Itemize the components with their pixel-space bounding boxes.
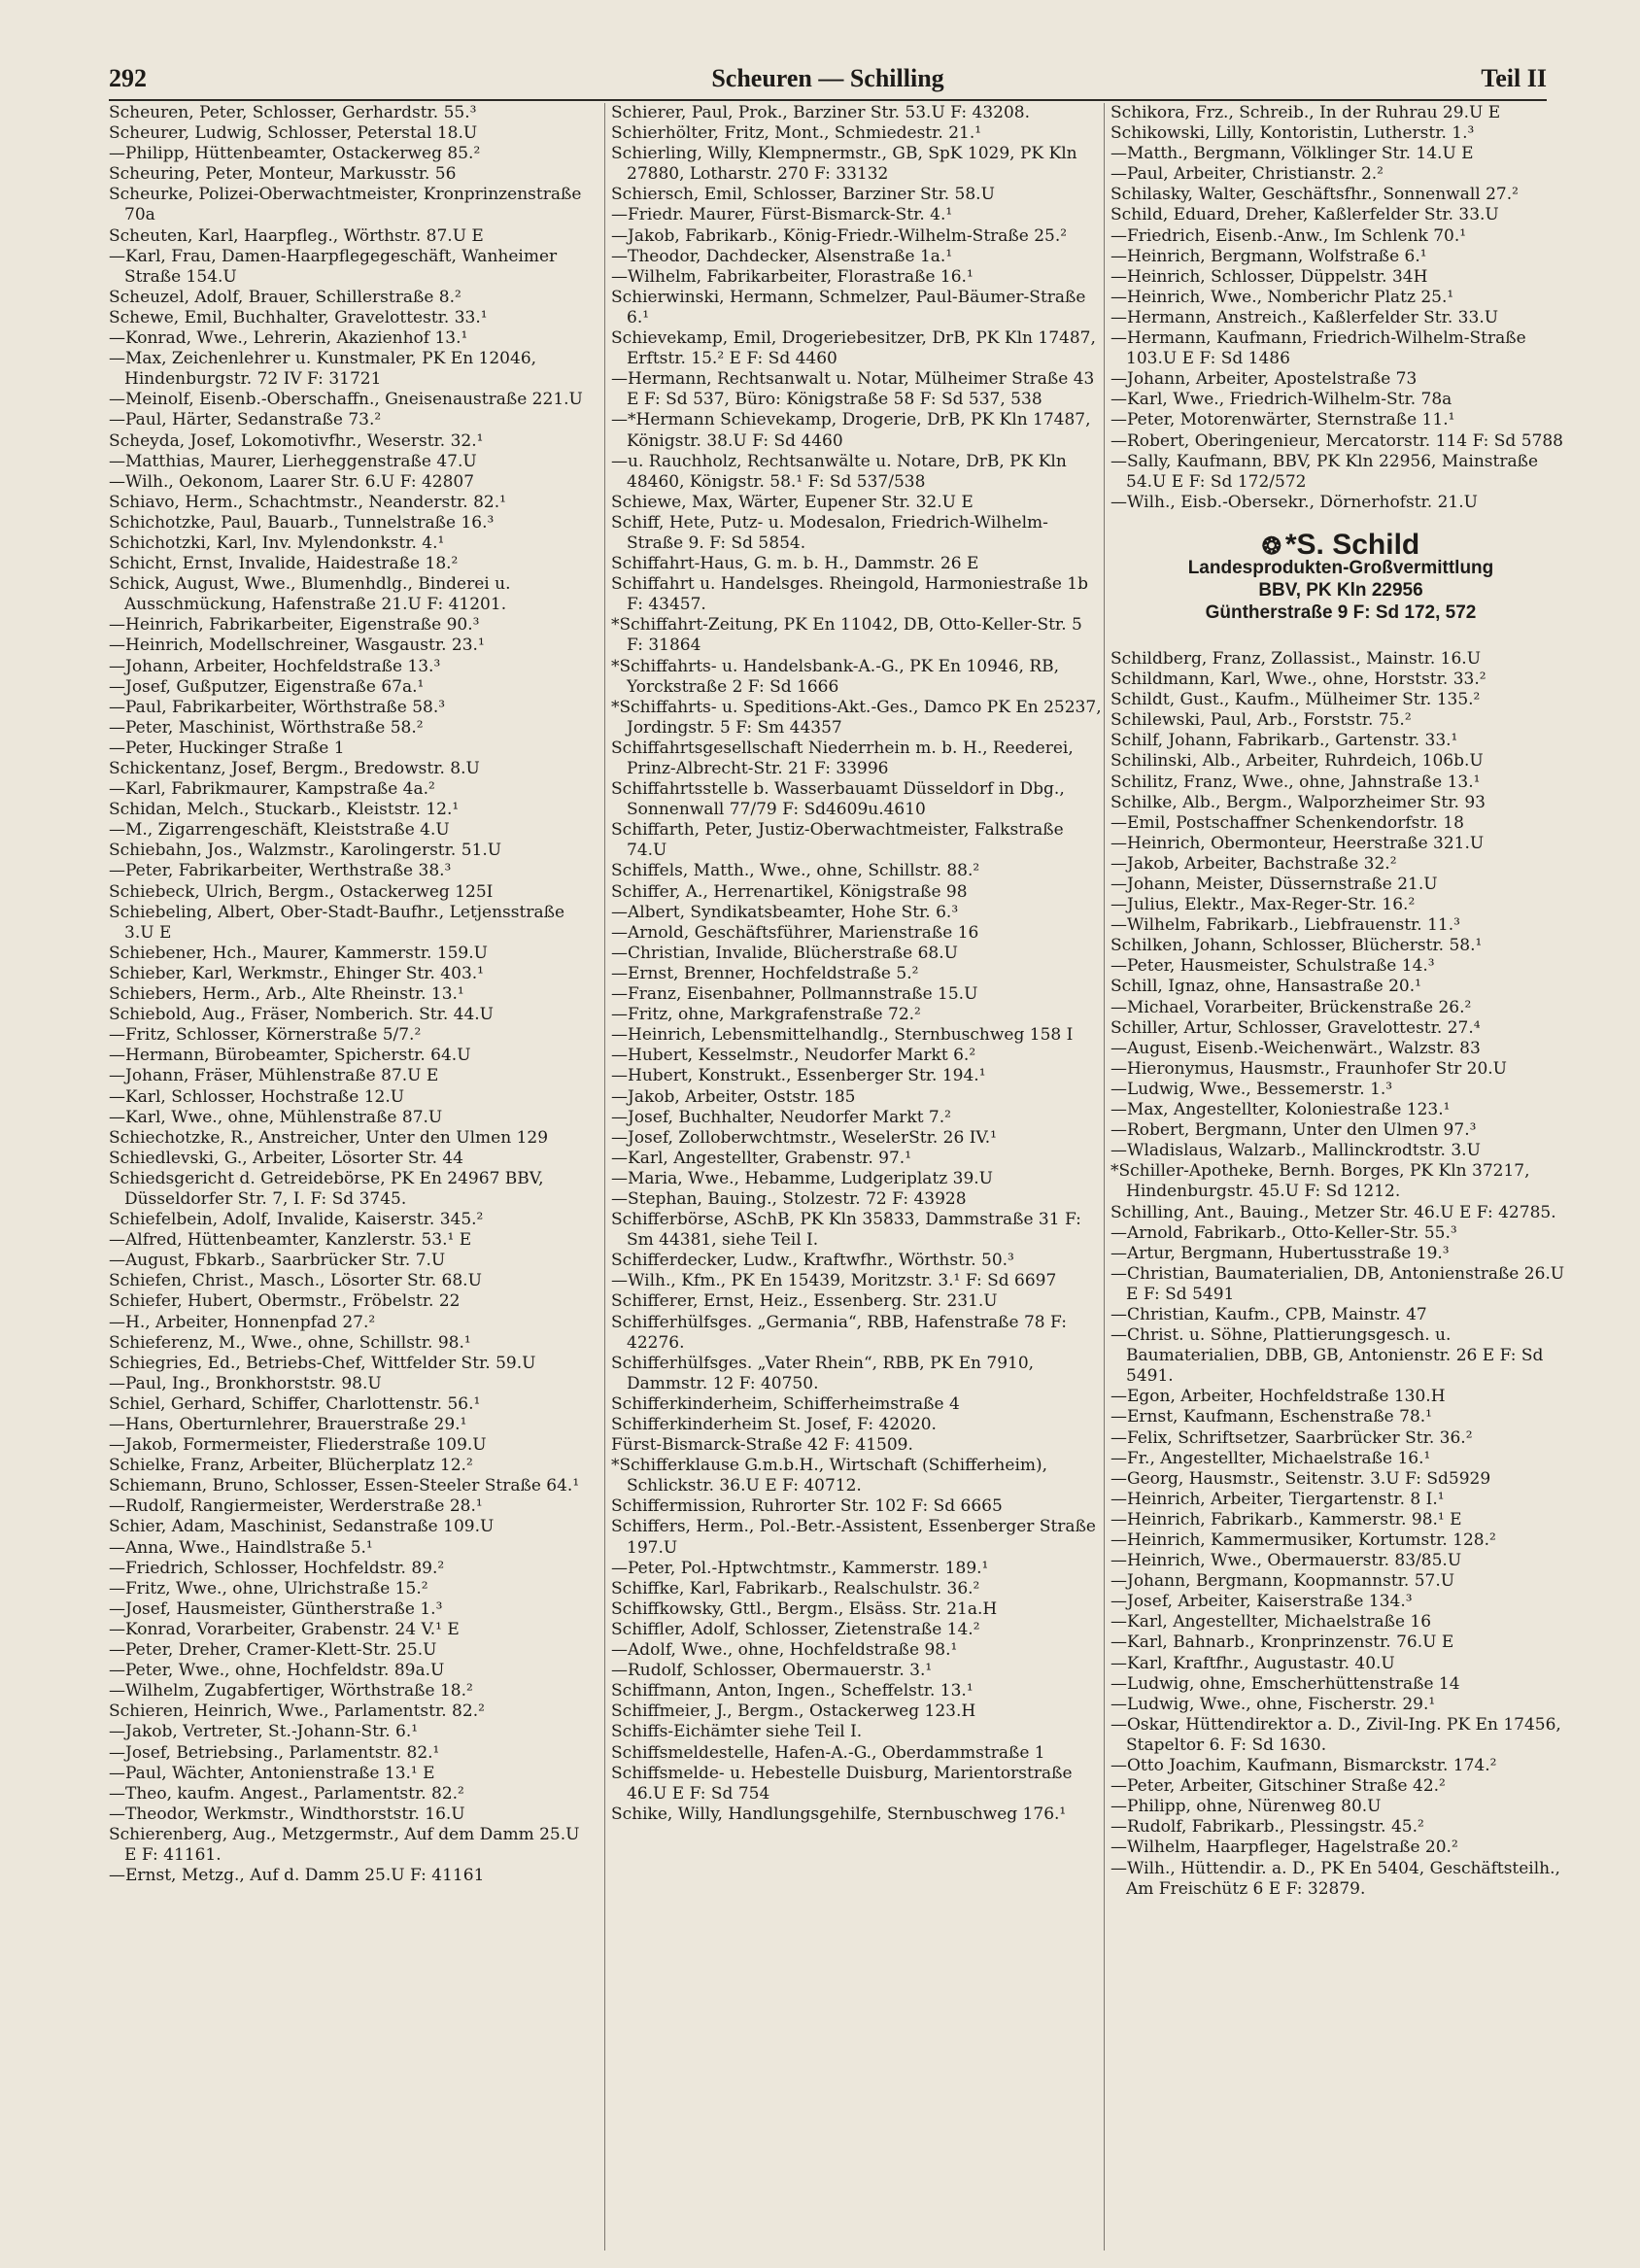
- directory-entry: —Konrad, Vorarbeiter, Grabenstr. 24 V.¹ E: [109, 1619, 460, 1639]
- directory-entry: *Schiffahrts- u. Speditions-Akt.-Ges., Damco PK En 25237, Jordingstr. 5 F: Sm 44357: [611, 697, 1102, 738]
- directory-entry: Schick, August, Wwe., Blumenhdlg., Binderei u. Ausschmückung, Hafenstraße 21.U F: 41201.: [109, 574, 511, 615]
- directory-entry: —Theodor, Werkmstr., Windthorststr. 16.U: [109, 1804, 465, 1824]
- directory-entry: —Julius, Elektr., Max-Reger-Str. 16.²: [1110, 895, 1416, 915]
- directory-entry: Schiffmann, Anton, Ingen., Scheffelstr. 13.¹: [611, 1681, 974, 1701]
- directory-entry: —Paul, Ing., Bronkhorststr. 98.U: [109, 1373, 382, 1393]
- directory-entry: —Hieronymus, Hausmstr., Fraunhofer Str 20.U: [1110, 1058, 1508, 1079]
- directory-entry: —Konrad, Wwe., Lehrerin, Akazienhof 13.¹: [109, 328, 468, 349]
- directory-entry: —Ludwig, Wwe., ohne, Fischerstr. 29.¹: [1110, 1694, 1436, 1714]
- directory-entry: —Heinrich, Fabrikarb., Kammerstr. 98.¹ E: [1110, 1509, 1462, 1529]
- directory-entry: Schiebahn, Jos., Walzmstr., Karolingerstr. 51.U: [109, 841, 502, 861]
- directory-entry: —Karl, Wwe., Friedrich-Wilhelm-Str. 78a: [1110, 390, 1452, 410]
- directory-entry: Schiechotzke, R., Anstreicher, Unter den Ulmen 129: [109, 1127, 549, 1148]
- directory-entry: Schiffs-Eichämter siehe Teil I.: [611, 1722, 863, 1742]
- directory-entry: —Karl, Bahnarb., Kronprinzenstr. 76.U E: [1110, 1632, 1454, 1653]
- directory-entry: —Theo, kaufm. Angest., Parlamentstr. 82.²: [109, 1783, 464, 1804]
- directory-entry: Schiffmeier, J., Bergm., Ostackerweg 123.H: [611, 1701, 976, 1722]
- directory-entry: —August, Fbkarb., Saarbrücker Str. 7.U: [109, 1251, 446, 1271]
- directory-entry: —Albert, Syndikatsbeamter, Hohe Str. 6.³: [611, 902, 959, 922]
- directory-entry: —Karl, Kraftfhr., Augustastr. 40.U: [1110, 1653, 1395, 1673]
- directory-entry: —Heinrich, Wwe., Obermauerstr. 83/85.U: [1110, 1551, 1462, 1571]
- directory-entry: —Peter, Maschinist, Wörthstraße 58.²: [109, 717, 424, 738]
- directory-entry: —Peter, Pol.-Hptwchtmstr., Kammerstr. 189.¹: [611, 1558, 989, 1578]
- directory-entry: Schifferer, Ernst, Heiz., Essenberg. Str. 231.U: [611, 1291, 998, 1312]
- directory-entry: —Jakob, Formermeister, Fliederstraße 109.U: [109, 1435, 487, 1456]
- directory-entry: —Artur, Bergmann, Hubertusstraße 19.³: [1110, 1243, 1450, 1263]
- directory-entry: —Stephan, Bauing., Stolzestr. 72 F: 43928: [611, 1188, 967, 1209]
- directory-entry: —Heinrich, Schlosser, Düppelstr. 34H: [1110, 266, 1428, 287]
- page-number: 292: [109, 64, 147, 92]
- directory-entry: —Karl, Angestellter, Michaelstraße 16: [1110, 1612, 1432, 1632]
- directory-entry: Schilewski, Paul, Arb., Forststr. 75.²: [1110, 710, 1412, 731]
- directory-entry: Schifferkinderheim St. Josef, F: 42020.: [611, 1415, 937, 1434]
- directory-entry: —Peter, Hausmeister, Schulstraße 14.³: [1110, 956, 1435, 977]
- directory-entry: —Heinrich, Arbeiter, Tiergartenstr. 8 I.¹: [1110, 1489, 1445, 1509]
- directory-entry: Schiegries, Ed., Betriebs-Chef, Wittfelder Str. 59.U: [109, 1353, 536, 1373]
- directory-entry: —Hans, Oberturnlehrer, Brauerstraße 29.¹: [109, 1415, 467, 1434]
- directory-entry: Schill, Ignaz, ohne, Hansastraße 20.¹: [1110, 977, 1421, 997]
- ad-title: [1110, 528, 1571, 561]
- directory-entry: —Fritz, ohne, Markgrafenstraße 72.²: [611, 1005, 921, 1025]
- directory-entry: —Franz, Eisenbahner, Pollmannstraße 15.U: [611, 984, 978, 1005]
- directory-entry: —Wilhelm, Haarpfleger, Hagelstraße 20.²: [1110, 1838, 1458, 1858]
- directory-entry: *Schiffahrts- u. Handelsbank-A.-G., PK En 10946, RB, Yorckstraße 2 F: Sd 1666: [611, 656, 1060, 697]
- directory-entry: Schilinski, Alb., Arbeiter, Ruhrdeich, 106b.U: [1110, 751, 1484, 772]
- directory-entry: —Karl, Schlosser, Hochstraße 12.U: [109, 1086, 405, 1107]
- directory-entry: —Hermann, Bürobeamter, Spicherstr. 64.U: [109, 1046, 471, 1066]
- directory-entry: —Rudolf, Rangiermeister, Werderstraße 28.¹: [109, 1496, 483, 1517]
- directory-entry: —Maria, Wwe., Hebamme, Ludgeriplatz 39.U: [611, 1168, 993, 1188]
- directory-entry: —Wilhelm, Fabrikarbeiter, Florastraße 16.¹: [611, 266, 974, 287]
- directory-entry: —Josef, Gußputzer, Eigenstraße 67a.¹: [109, 676, 425, 697]
- directory-entry: —Heinrich, Modellschreiner, Wasgaustr. 23.¹: [109, 636, 485, 656]
- directory-entry: —Hermann, Anstreich., Kaßlerfelder Str. 33.U: [1110, 307, 1499, 327]
- directory-entry: Schiffermission, Ruhrorter Str. 102 F: Sd 6665: [611, 1496, 1003, 1517]
- directory-entry: Schiemann, Bruno, Schlosser, Essen-Steeler Straße 64.¹: [109, 1476, 580, 1496]
- directory-entry: Schielke, Franz, Arbeiter, Blücherplatz 12.²: [109, 1456, 473, 1476]
- directory-entry: —Jakob, Arbeiter, Bachstraße 32.²: [1110, 853, 1397, 874]
- directory-entry: —Paul, Wächter, Antonienstraße 13.¹ E: [109, 1763, 435, 1783]
- directory-entry: —Wladislaus, Walzarb., Mallinckrodtstr. 3.U: [1110, 1141, 1481, 1161]
- ad-name: *S. Schild: [1284, 528, 1420, 561]
- directory-entry: —Hubert, Kesselmstr., Neudorfer Markt 6.²: [611, 1046, 976, 1066]
- directory-entry: —Fritz, Wwe., ohne, Ulrichstraße 15.²: [109, 1578, 428, 1598]
- directory-entry: Schifferkinderheim, Schifferheimstraße 4: [611, 1393, 960, 1414]
- directory-entry: —Matth., Bergmann, Völklinger Str. 14.U E: [1110, 144, 1474, 164]
- directory-entry: —Arnold, Fabrikarb., Otto-Keller-Str. 55.³: [1110, 1222, 1457, 1243]
- directory-entry: —Christian, Invalide, Blücherstraße 68.U: [611, 943, 958, 963]
- directory-entry: —Fr., Angestellter, Michaelstraße 16.¹: [1110, 1448, 1431, 1468]
- directory-entry: —Meinolf, Eisenb.-Oberschaffn., Gneisenaustraße 221.U: [109, 390, 583, 410]
- directory-entry: —Friedrich, Eisenb.-Anw., Im Schlenk 70.¹: [1110, 225, 1467, 246]
- directory-entry: —Christ. u. Söhne, Plattierungsgesch. u. Baumaterialien, DBB, GB, Antonienstr. 26 E F: Sd 5491.: [1110, 1325, 1544, 1387]
- directory-entry: Scheuzel, Adolf, Brauer, Schillerstraße 8.²: [109, 287, 461, 307]
- directory-entry: Schiffers, Herm., Pol.-Betr.-Assistent, Essenberger Straße 197.U: [611, 1517, 1096, 1558]
- directory-entry: —Karl, Fabrikmaurer, Kampstraße 4a.²: [109, 779, 435, 800]
- directory-entry: —Wilh., Oekonom, Laarer Str. 6.U F: 42807: [109, 471, 475, 492]
- directory-entry: Schievekamp, Emil, Drogeriebesitzer, DrB, PK Kln 17487, Erftstr. 15.² E F: Sd 4460: [611, 328, 1096, 369]
- directory-entry: Schiebeling, Albert, Ober-Stadt-Baufhr., Letjensstraße 3.U E: [109, 902, 565, 943]
- directory-entry: —Max, Zeichenlehrer u. Kunstmaler, PK En 12046, Hindenburgstr. 72 IV F: 31721: [109, 349, 537, 390]
- directory-entry: —Peter, Motorenwärter, Sternstraße 11.¹: [1110, 410, 1455, 430]
- directory-entry: Scheurer, Ludwig, Schlosser, Peterstal 18.U: [109, 123, 478, 144]
- part-label: Teil II: [1481, 64, 1547, 92]
- directory-entry: —Peter, Fabrikarbeiter, Werthstraße 38.³: [109, 861, 452, 881]
- directory-entry: Schiersch, Emil, Schlosser, Barziner Str. 58.U: [611, 185, 995, 205]
- directory-entry: Schiebold, Aug., Fräser, Nomberich. Str. 44.U: [109, 1005, 495, 1025]
- directory-entry: Schikora, Frz., Schreib., In der Ruhrau 29.U E: [1110, 103, 1501, 122]
- directory-entry: —Matthias, Maurer, Lierheggenstraße 47.U: [109, 451, 477, 471]
- advertisement-box: [1110, 528, 1571, 624]
- directory-entry: Schichotzke, Paul, Bauarb., Tunnelstraße 16.³: [109, 512, 495, 533]
- directory-entry: Schiffahrtsgesellschaft Niederrhein m. b. H., Reederei, Prinz-Albrecht-Str. 21 F: 33996: [611, 738, 1074, 778]
- directory-entry: —August, Eisenb.-Weichenwärt., Walzstr. 83: [1110, 1038, 1481, 1058]
- directory-entry: —Heinrich, Obermonteur, Heerstraße 321.U: [1110, 833, 1485, 853]
- directory-entry: —Anna, Wwe., Haindlstraße 5.¹: [109, 1537, 373, 1558]
- directory-entry: Schiffsmelde- u. Hebestelle Duisburg, Marientorstraße 46.U E F: Sd 754: [611, 1763, 1073, 1804]
- directory-entry: —Karl, Angestellter, Grabenstr. 97.¹: [611, 1148, 912, 1168]
- directory-entry: —Friedr. Maurer, Fürst-Bismarck-Str. 4.¹: [611, 205, 953, 225]
- directory-entry: Schierenberg, Aug., Metzgermstr., Auf dem Damm 25.U E F: 41161.: [109, 1824, 580, 1865]
- directory-entry: Schiefelbein, Adolf, Invalide, Kaiserstr. 345.²: [109, 1210, 484, 1230]
- directory-entry: —Rudolf, Fabrikarb., Plessingstr. 45.²: [1110, 1817, 1424, 1838]
- directory-entry: Schier, Adam, Maschinist, Sedanstraße 109.U: [109, 1517, 495, 1537]
- directory-entry: —Ernst, Metzg., Auf d. Damm 25.U F: 41161: [109, 1866, 485, 1886]
- directory-entry: Schiffke, Karl, Fabrikarb., Realschulstr. 36.²: [611, 1578, 980, 1598]
- directory-entry: Schickentanz, Josef, Bergm., Bredowstr. 8.U: [109, 759, 480, 778]
- ad-line-3: Güntherstraße 9 F: Sd 172, 572: [1205, 601, 1477, 623]
- directory-entry: —Johann, Arbeiter, Apostelstraße 73: [1110, 369, 1418, 390]
- directory-entry: Schifferdecker, Ludw., Kraftwfhr., Wörthstr. 50.³: [611, 1251, 1014, 1271]
- directory-entry: Schierhölter, Fritz, Mont., Schmiedestr. 21.¹: [611, 123, 982, 144]
- directory-entry: —Josef, Buchhalter, Neudorfer Markt 7.²: [611, 1107, 951, 1127]
- directory-entry: Schilling, Ant., Bauing., Metzer Str. 46.U E F: 42785.: [1110, 1202, 1556, 1222]
- page-header: [109, 60, 1547, 101]
- ad-line-2: BBV, PK Kln 22956: [1258, 579, 1423, 601]
- directory-entry: —Michael, Vorarbeiter, Brückenstraße 26.²: [1110, 997, 1472, 1017]
- directory-entry: —Wilh., Kfm., PK En 15439, Moritzstr. 3.¹ F: Sd 6697: [611, 1271, 1057, 1291]
- directory-entry: Schildt, Gust., Kaufm., Mülheimer Str. 135.²: [1110, 690, 1481, 710]
- directory-entry: Schiffels, Matth., Wwe., ohne, Schillstr. 88.²: [611, 861, 980, 881]
- directory-entry: —Heinrich, Fabrikarbeiter, Eigenstraße 90.³: [109, 615, 480, 636]
- directory-entry: —Fritz, Schlosser, Körnerstraße 5/7.²: [109, 1025, 422, 1046]
- directory-entry: Schiel, Gerhard, Schiffer, Charlottenstr. 56.¹: [109, 1393, 481, 1414]
- directory-entry: —Emil, Postschaffner Schenkendorfstr. 18: [1110, 812, 1464, 833]
- directory-entry: *Schifferklause G.m.b.H., Wirtschaft (Schifferheim), Schlickstr. 36.U E F: 40712.: [611, 1456, 1048, 1496]
- directory-entry: —Oskar, Hüttendirektor a. D., Zivil-Ing. PK En 17456, Stapeltor 6. F: Sd 1630.: [1110, 1714, 1561, 1755]
- directory-entry: —Theodor, Dachdecker, Alsenstraße 1a.¹: [611, 246, 953, 266]
- directory-entry: —Philipp, Hüttenbeamter, Ostackerweg 85.²: [109, 144, 481, 164]
- directory-entry: Schieber, Karl, Werkmstr., Ehinger Str. 403.¹: [109, 963, 484, 983]
- directory-entry: —Peter, Wwe., ohne, Hochfeldstr. 89a.U: [109, 1661, 445, 1681]
- directory-entry: —Ludwig, ohne, Emscherhüttenstraße 14: [1110, 1673, 1460, 1694]
- directory-entry: Schiedlevski, G., Arbeiter, Lösorter Str. 44: [109, 1148, 464, 1168]
- directory-entry: —Christian, Baumaterialien, DB, Antonienstraße 26.U E F: Sd 5491: [1110, 1263, 1565, 1304]
- directory-entry: Schiffahrt-Haus, G. m. b. H., Dammstr. 26 E: [611, 554, 979, 574]
- directory-entry: Schiebers, Herm., Arb., Alte Rheinstr. 13.¹: [109, 984, 464, 1005]
- directory-entry: Schiffahrtsstelle b. Wasserbauamt Düsseldorf in Dbg., Sonnenwall 77/79 F: Sd4609u.4610: [611, 779, 1065, 820]
- ad-line-1: Landesprodukten-Großvermittlung: [1187, 557, 1494, 578]
- directory-entry: —Peter, Arbeiter, Gitschiner Straße 42.²: [1110, 1776, 1446, 1797]
- directory-entry: —Josef, Arbeiter, Kaiserstraße 134.³: [1110, 1592, 1413, 1612]
- directory-entry: Schildberg, Franz, Zollassist., Mainstr. 16.U: [1110, 648, 1482, 669]
- directory-entry: Schiffahrt u. Handelsges. Rheingold, Harmoniestraße 1b F: 43457.: [611, 574, 1088, 615]
- directory-entry: —Sally, Kaufmann, BBV, PK Kln 22956, Mainstraße 54.U E F: Sd 172/572: [1110, 451, 1539, 492]
- directory-entry: Schiller, Artur, Schlosser, Gravelottestr. 27.⁴: [1110, 1017, 1481, 1038]
- column-3: [1104, 103, 1571, 2251]
- directory-entry: Schifferhülfsges. „Vater Rhein“, RBB, PK En 7910, Dammstr. 12 F: 40750.: [611, 1353, 1035, 1393]
- directory-entry: Scheurke, Polizei-Oberwachtmeister, Kronprinzenstraße 70a: [109, 185, 582, 225]
- directory-entry: Schieren, Heinrich, Wwe., Parlamentstr. 82.²: [109, 1701, 485, 1722]
- directory-entry: Schidan, Melch., Stuckarb., Kleiststr. 12.¹: [109, 800, 460, 820]
- directory-entry: Schikowski, Lilly, Kontoristin, Lutherstr. 1.³: [1110, 123, 1475, 144]
- directory-entry: —Wilh., Hüttendir. a. D., PK En 5404, Geschäftsteilh., Am Freischütz 6 E F: 32879.: [1110, 1858, 1560, 1899]
- directory-entry: —Jakob, Fabrikarb., König-Friedr.-Wilhelm-Straße 25.²: [611, 225, 1068, 246]
- directory-entry: Scheuten, Karl, Haarpfleg., Wörthstr. 87.U E: [109, 225, 484, 246]
- directory-entry: Schildmann, Karl, Wwe., ohne, Horststr. 33.²: [1110, 670, 1486, 690]
- column-1: [109, 103, 595, 2251]
- directory-entry: Schiebeck, Ulrich, Bergm., Ostackerweg 125I: [109, 881, 494, 902]
- directory-entry: —Robert, Bergmann, Unter den Ulmen 97.³: [1110, 1120, 1477, 1141]
- directory-entry: —Peter, Dreher, Cramer-Klett-Str. 25.U: [109, 1640, 437, 1661]
- directory-entry: Scheuren, Peter, Schlosser, Gerhardstr. 55.³: [109, 103, 477, 122]
- directory-entry: Schiffsmeldestelle, Hafen-A.-G., Oberdammstraße 1: [611, 1742, 1045, 1763]
- directory-entry: —Heinrich, Bergmann, Wolfstraße 6.¹: [1110, 246, 1427, 266]
- directory-entry: —Heinrich, Kammermusiker, Kortumstr. 128.²: [1110, 1530, 1496, 1550]
- wreath-icon: ❂: [1261, 533, 1281, 560]
- directory-entry: Schiff, Hete, Putz- u. Modesalon, Friedrich-Wilhelm-Straße 9. F: Sd 5854.: [611, 512, 1048, 553]
- column-2: [604, 103, 1102, 2251]
- directory-entry: —Hermann, Rechtsanwalt u. Notar, Mülheimer Straße 43 E F: Sd 537, Büro: Königstraße 58 F: Sd 537, 538: [611, 369, 1095, 410]
- directory-entry: —Wilhelm, Fabrikarb., Liebfrauenstr. 11.³: [1110, 915, 1460, 936]
- directory-entry: Scheyda, Josef, Lokomotivfhr., Weserstr. 32.¹: [109, 430, 484, 451]
- directory-entry: Schilf, Johann, Fabrikarb., Gartenstr. 33.¹: [1110, 731, 1458, 751]
- directory-entry: —Hubert, Konstrukt., Essenberger Str. 194.¹: [611, 1066, 986, 1086]
- directory-entry: —Jakob, Vertreter, St.-Johann-Str. 6.¹: [109, 1722, 419, 1742]
- directory-entry: —Ludwig, Wwe., Bessemerstr. 1.³: [1110, 1079, 1393, 1099]
- directory-entry: —Max, Angestellter, Koloniestraße 123.¹: [1110, 1100, 1451, 1120]
- directory-entry: Schiffler, Adolf, Schlosser, Zietenstraße 14.²: [611, 1619, 980, 1639]
- directory-entry: —Adolf, Wwe., ohne, Hochfeldstraße 98.¹: [611, 1640, 958, 1661]
- directory-entry: —M., Zigarrengeschäft, Kleiststraße 4.U: [109, 820, 450, 841]
- directory-entry: —Philipp, ohne, Nürenweg 80.U: [1110, 1797, 1382, 1817]
- directory-entry: Schiewe, Max, Wärter, Eupener Str. 32.U E: [611, 492, 974, 512]
- directory-entry: Schilitz, Franz, Wwe., ohne, Jahnstraße 13.¹: [1110, 772, 1481, 792]
- directory-entry: —Alfred, Hüttenbeamter, Kanzlerstr. 53.¹ E: [109, 1230, 472, 1251]
- directory-entry: Schicht, Ernst, Invalide, Haidestraße 18.²: [109, 554, 459, 574]
- directory-entry: Schierling, Willy, Klempnermstr., GB, SpK 1029, PK Kln 27880, Lotharstr. 270 F: 33132: [611, 144, 1077, 185]
- directory-entry: —Peter, Huckinger Straße 1: [109, 738, 345, 758]
- column-3-top: [1110, 103, 1571, 513]
- directory-entry: —Wilhelm, Zugabfertiger, Wörthstraße 18.²: [109, 1681, 473, 1701]
- directory-entry: *Schiller-Apotheke, Bernh. Borges, PK Kln 37217, Hindenburgstr. 45.U F: Sd 1212.: [1110, 1161, 1530, 1202]
- directory-entry: —Ernst, Kaufmann, Eschenstraße 78.¹: [1110, 1407, 1432, 1427]
- directory-entry: Schiedsgericht d. Getreidebörse, PK En 24967 BBV, Düsseldorfer Str. 7, I. F: Sd 3745.: [109, 1168, 544, 1209]
- directory-entry: —Josef, Betriebsing., Parlamentstr. 82.¹: [109, 1742, 440, 1763]
- directory-entry: —Felix, Schriftsetzer, Saarbrücker Str. 36.²: [1110, 1427, 1473, 1448]
- directory-entry: —Wilh., Eisb.-Obersekr., Dörnerhofstr. 21.U: [1110, 492, 1478, 512]
- directory-entry: —Christian, Kaufm., CPB, Mainstr. 47: [1110, 1304, 1427, 1324]
- directory-entry: —Karl, Frau, Damen-Haarpflegegeschäft, Wanheimer Straße 154.U: [109, 246, 558, 287]
- directory-entry: —Paul, Arbeiter, Christianstr. 2.²: [1110, 164, 1384, 185]
- directory-entry: —Jakob, Arbeiter, Oststr. 185: [611, 1086, 856, 1107]
- directory-entry: Schiavo, Herm., Schachtmstr., Neanderstr. 82.¹: [109, 492, 506, 512]
- directory-entry: —Ernst, Brenner, Hochfeldstraße 5.²: [611, 963, 919, 983]
- directory-entry: —Hermann, Kaufmann, Friedrich-Wilhelm-Straße 103.U E F: Sd 1486: [1110, 328, 1526, 369]
- directory-entry: —Heinrich, Lebensmittelhandlg., Sternbuschweg 158 I: [611, 1025, 1074, 1046]
- column-3-bottom: [1110, 649, 1571, 1900]
- directory-entry: —Johann, Bergmann, Koopmannstr. 57.U: [1110, 1571, 1455, 1592]
- directory-entry: Schilasky, Walter, Geschäftsfhr., Sonnenwall 27.²: [1110, 185, 1519, 205]
- directory-entry: Schifferbörse, ASchB, PK Kln 35833, Dammstraße 31 F: Sm 44381, siehe Teil I.: [611, 1210, 1081, 1251]
- directory-entry: Scheuring, Peter, Monteur, Markusstr. 56: [109, 164, 457, 185]
- directory-entry: Schild, Eduard, Dreher, Kaßlerfelder Str. 33.U: [1110, 205, 1499, 225]
- directory-entry: —Josef, Hausmeister, Güntherstraße 1.³: [109, 1598, 443, 1619]
- directory-entry: —Rudolf, Schlosser, Obermauerstr. 3.¹: [611, 1661, 933, 1681]
- directory-entry: Schilken, Johann, Schlosser, Blücherstr. 58.¹: [1110, 936, 1483, 956]
- directory-entry: *Schiffahrt-Zeitung, PK En 11042, DB, Otto-Keller-Str. 5 F: 31864: [611, 615, 1082, 656]
- directory-entry: —Johann, Meister, Düssernstraße 21.U: [1110, 875, 1438, 894]
- directory-entry: Schiffarth, Peter, Justiz-Oberwachtmeister, Falkstraße 74.U: [611, 820, 1064, 861]
- directory-entry: —*Hermann Schievekamp, Drogerie, DrB, PK Kln 17487, Königstr. 38.U F: Sd 4460: [611, 410, 1091, 451]
- directory-entry: Schifferhülfsges. „Germania“, RBB, Hafenstraße 78 F: 42276.: [611, 1312, 1067, 1353]
- directory-entry: —Robert, Oberingenieur, Mercatorstr. 114 F: Sd 5788: [1110, 430, 1563, 451]
- directory-entry: —u. Rauchholz, Rechtsanwälte u. Notare, DrB, PK Kln 48460, Königstr. 58.¹ F: Sd 537/538: [611, 451, 1067, 492]
- directory-entry: Schiefer, Hubert, Obermstr., Fröbelstr. 22: [109, 1291, 461, 1312]
- directory-entry: Schichotzki, Karl, Inv. Mylendonkstr. 4.¹: [109, 533, 445, 553]
- directory-entry: Schike, Willy, Handlungsgehilfe, Sternbuschweg 176.¹: [611, 1804, 1067, 1824]
- directory-entry: —Josef, Zolloberwchtmstr., WeselerStr. 26 IV.¹: [611, 1127, 997, 1148]
- directory-entry: Schilke, Alb., Bergm., Walporzheimer Str. 93: [1110, 792, 1486, 812]
- directory-entry: —Otto Joachim, Kaufmann, Bismarckstr. 174.²: [1110, 1756, 1497, 1776]
- directory-entry: —Egon, Arbeiter, Hochfeldstraße 130.H: [1110, 1387, 1446, 1407]
- directory-entry: Schiefen, Christ., Masch., Lösorter Str. 68.U: [109, 1271, 482, 1291]
- directory-entry: —Paul, Fabrikarbeiter, Wörthstraße 58.³: [109, 697, 446, 717]
- directory-entry: —H., Arbeiter, Honnenpfad 27.²: [109, 1312, 376, 1332]
- directory-entry: —Johann, Arbeiter, Hochfeldstraße 13.³: [109, 656, 441, 676]
- directory-entry: —Karl, Wwe., ohne, Mühlenstraße 87.U: [109, 1107, 443, 1127]
- directory-entry: Schierer, Paul, Prok., Barziner Str. 53.U F: 43208.: [611, 103, 1030, 122]
- directory-entry: —Paul, Härter, Sedanstraße 73.²: [109, 410, 382, 430]
- running-title: Scheuren — Schilling: [711, 64, 944, 92]
- directory-entry: —Arnold, Geschäftsführer, Marienstraße 16: [611, 922, 979, 943]
- directory-entry: —Georg, Hausmstr., Seitenstr. 3.U F: Sd5929: [1110, 1468, 1491, 1489]
- directory-entry: Schierwinski, Hermann, Schmelzer, Paul-Bäumer-Straße 6.¹: [611, 287, 1086, 327]
- directory-entry: —Johann, Fräser, Mühlenstraße 87.U E: [109, 1066, 439, 1086]
- directory-entry: Schewe, Emil, Buchhalter, Gravelottestr. 33.¹: [109, 307, 488, 327]
- directory-entry: Schiffkowsky, Gttl., Bergm., Elsäss. Str. 21a.H: [611, 1598, 998, 1619]
- directory-entry: Schieferenz, M., Wwe., ohne, Schillstr. 98.¹: [109, 1332, 471, 1353]
- directory-entry: —Heinrich, Wwe., Nomberichr Platz 25.¹: [1110, 287, 1454, 307]
- directory-entry: Schiffer, A., Herrenartikel, Königstraße 98: [611, 881, 968, 902]
- directory-entry: Fürst-Bismarck-Straße 42 F: 41509.: [611, 1435, 913, 1456]
- directory-entry: —Friedrich, Schlosser, Hochfeldstr. 89.²: [109, 1558, 445, 1578]
- directory-entry: Schiebener, Hch., Maurer, Kammerstr. 159.U: [109, 943, 488, 963]
